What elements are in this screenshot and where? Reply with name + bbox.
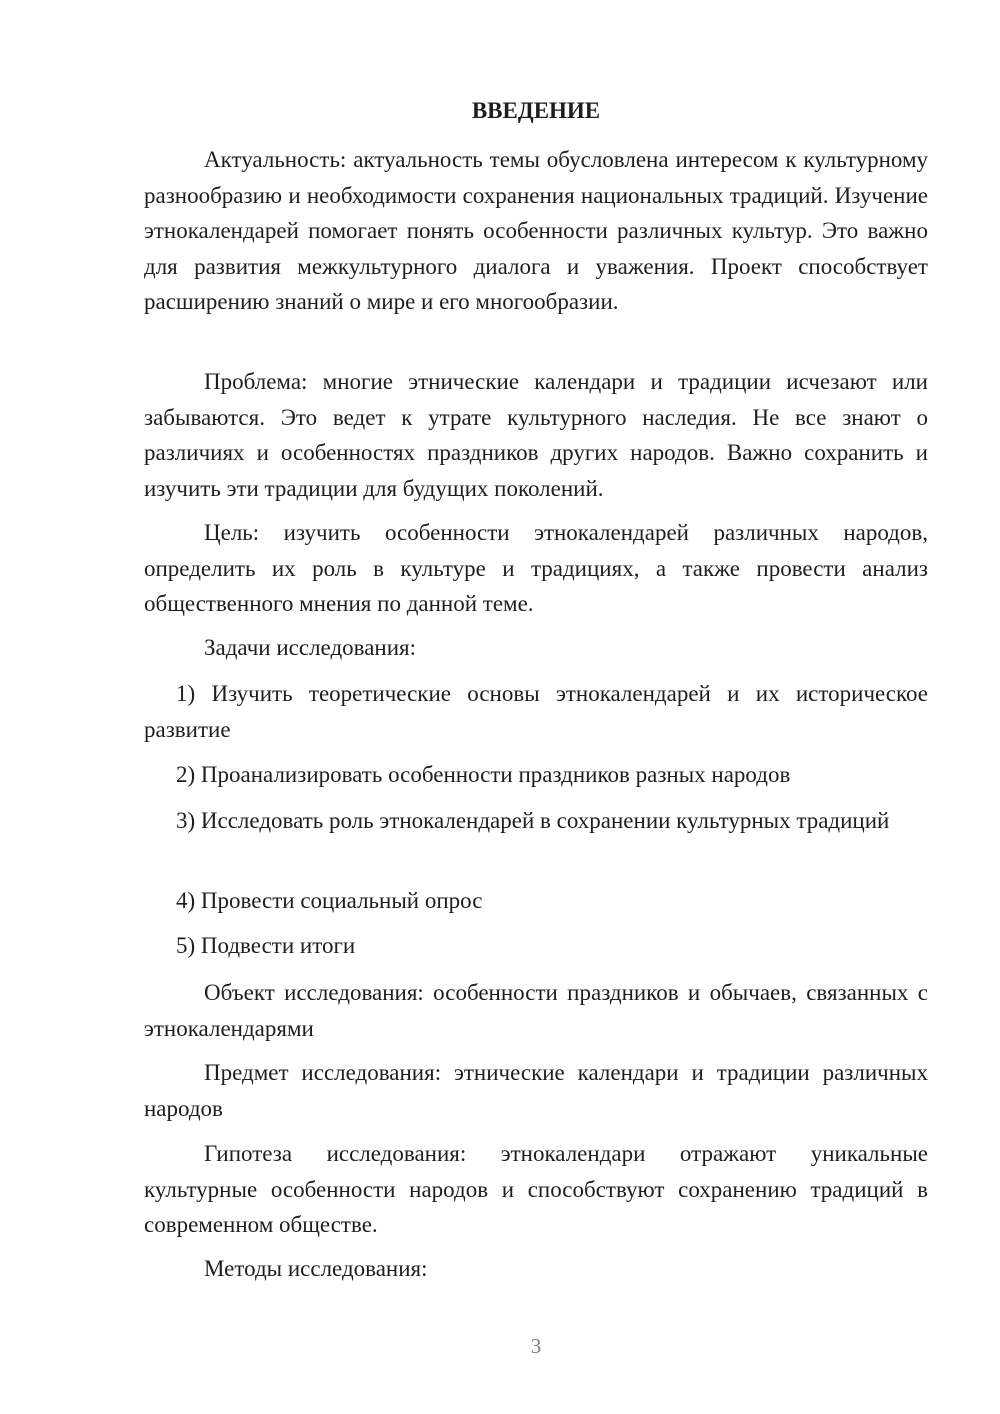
task-item-4: 4) Провести социальный опрос — [176, 888, 483, 913]
subject-paragraph: Предмет исследования: этнические календари и традиции различных народов — [144, 1060, 928, 1121]
page-number: 3 — [530, 1334, 542, 1358]
relevance-paragraph: Актуальность: актуальность темы обусловлена интересом к культурному разнообразию и необходимости сохранения национальных традиций. Изучение этнокалендарей помогает понять особенности различных культур. Это важно для развития межкультурного диалога и уважения. Проект способствует расширению знаний о мире и его многообразии. — [144, 147, 928, 314]
task-item-1: 1) Изучить теоретические основы этнокалендарей и их историческое развитие — [144, 681, 928, 742]
problem-paragraph: Проблема: многие этнические календари и традиции исчезают или забываются. Это ведет к утрате культурного наследия. Не все знают о различиях и особенностях праздников других народов. Важно сохранить и изучить эти традиции для будущих поколений. — [144, 369, 928, 501]
object-paragraph: Объект исследования: особенности праздников и обычаев, связанных с этнокалендарями — [144, 980, 928, 1041]
goal-paragraph: Цель: изучить особенности этнокалендарей различных народов, определить их роль в культуре и традициях, а также провести анализ общественного мнения по данной теме. — [144, 520, 928, 616]
section-heading: ВВЕДЕНИЕ — [471, 98, 601, 123]
hypothesis-paragraph: Гипотеза исследования: этнокалендари отражают уникальные культурные особенности народов и способствуют сохранению традиций в современном обществе. — [144, 1141, 928, 1237]
task-item-3: 3) Исследовать роль этнокалендарей в сохранении культурных традиций — [176, 808, 890, 833]
tasks-heading: Задачи исследования: — [204, 635, 417, 660]
methods-heading: Методы исследования: — [204, 1256, 428, 1281]
task-item-2: 2) Проанализировать особенности праздников разных народов — [176, 762, 791, 787]
task-item-5: 5) Подвести итоги — [176, 933, 356, 958]
